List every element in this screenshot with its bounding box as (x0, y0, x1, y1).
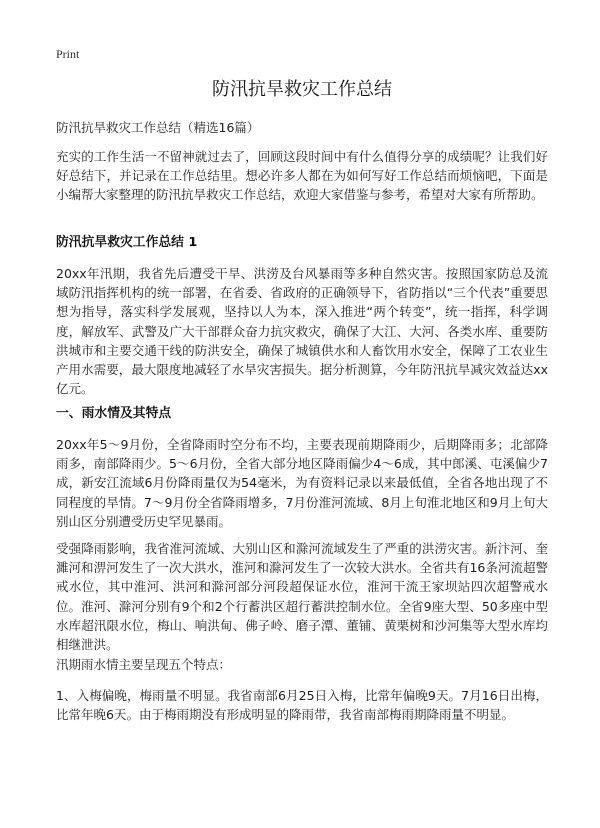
rain-paragraph-4: 1、入梅偏晚，梅雨量不明显。我省南部6月25日入梅，比常年偏晚9天。7月16日出梅，比常年晚6天。由于梅雨期没有形成明显的降雨带，我省南部梅雨期降雨量不明显。 (56, 688, 548, 723)
intro-paragraph: 充实的工作生活一不留神就过去了，回顾这段时间中有什么值得分享的成绩呢？让我们好好总结下，并记录在工作总结里。想必许多人都在为如何写好工作总结而烦恼吧，下面是小编帮大家整理的防汛抗旱救灾工作总结，欢迎大家借鉴与参考，希望对大家有所帮助。 (56, 149, 548, 203)
rain-paragraph-3: 汛期雨水情主要呈现五个特点： (56, 657, 232, 672)
section-1-heading: 防汛抗旱救灾工作总结 1 (56, 235, 198, 250)
print-link[interactable]: Print (56, 47, 80, 61)
document-subtitle: 防汛抗旱救灾工作总结（精选16篇） (56, 120, 260, 135)
document-title: 防汛抗旱救灾工作总结 (212, 79, 392, 100)
section-1-paragraph: 20xx年汛期，我省先后遭受干旱、洪涝及台风暴雨等多种自然灾害。按照国家防总及流域防汛指挥机构的统一部署，在省委、省政府的正确领导下，省防指以“三个代表”重要思想为指导，落实科学发展观，坚持以人为本，深入推进“两个转变”，统一指挥，科学调度，解放军、武警及广大干部群众奋力抗灾救灾，确保了大江、大河、各类水库、重要防洪城市和主要交通干线的防洪安全，确保了城镇供水和人畜饮用水安全，保障了工农业生产用水需要，最大限度地减轻了水旱灾害损失。据分析测算，今年防汛抗旱减灾效益达xx亿元。 (56, 266, 548, 397)
rain-paragraph-2: 受强降雨影响，我省淮河流域、大别山区和滁河流域发生了严重的洪涝灾害。新汴河、奎濉河和淠河发生了一次大洪水，淮河和滁河发生了一次较大洪水。全省共有16条河流超警戒水位，其中淮河、洪河和滁河部分河段超保证水位，淮河干流王家坝站四次超警戒水位。淮河、滁河分别有9个和2个行蓄洪区超行蓄洪控制水位。全省9座大型、50多座中型水库超汛限水位，梅山、响洪甸、佛子岭、磨子潭、董铺、黄栗树和沙河集等大型水库均相继泄洪。 (56, 541, 548, 653)
rain-section-heading: 一、雨水情及其特点 (56, 406, 172, 421)
rain-paragraph-1: 20xx年5～9月份，全省降雨时空分布不均，主要表现前期降雨少，后期降雨多；北部降雨多，南部降雨少。5～6月份，全省大部分地区降雨偏少4～6成，其中郎溪、屯溪偏少7成，新安江流域6月份降雨量仅为54毫米，为有资料记录以来最低值，全省各地出现了不同程度的旱情。7～9月份全省降雨增多，7月份淮河流域、8月上旬淮北地区和9月上旬大别山区分别遭受历史罕见暴雨。 (56, 437, 548, 529)
